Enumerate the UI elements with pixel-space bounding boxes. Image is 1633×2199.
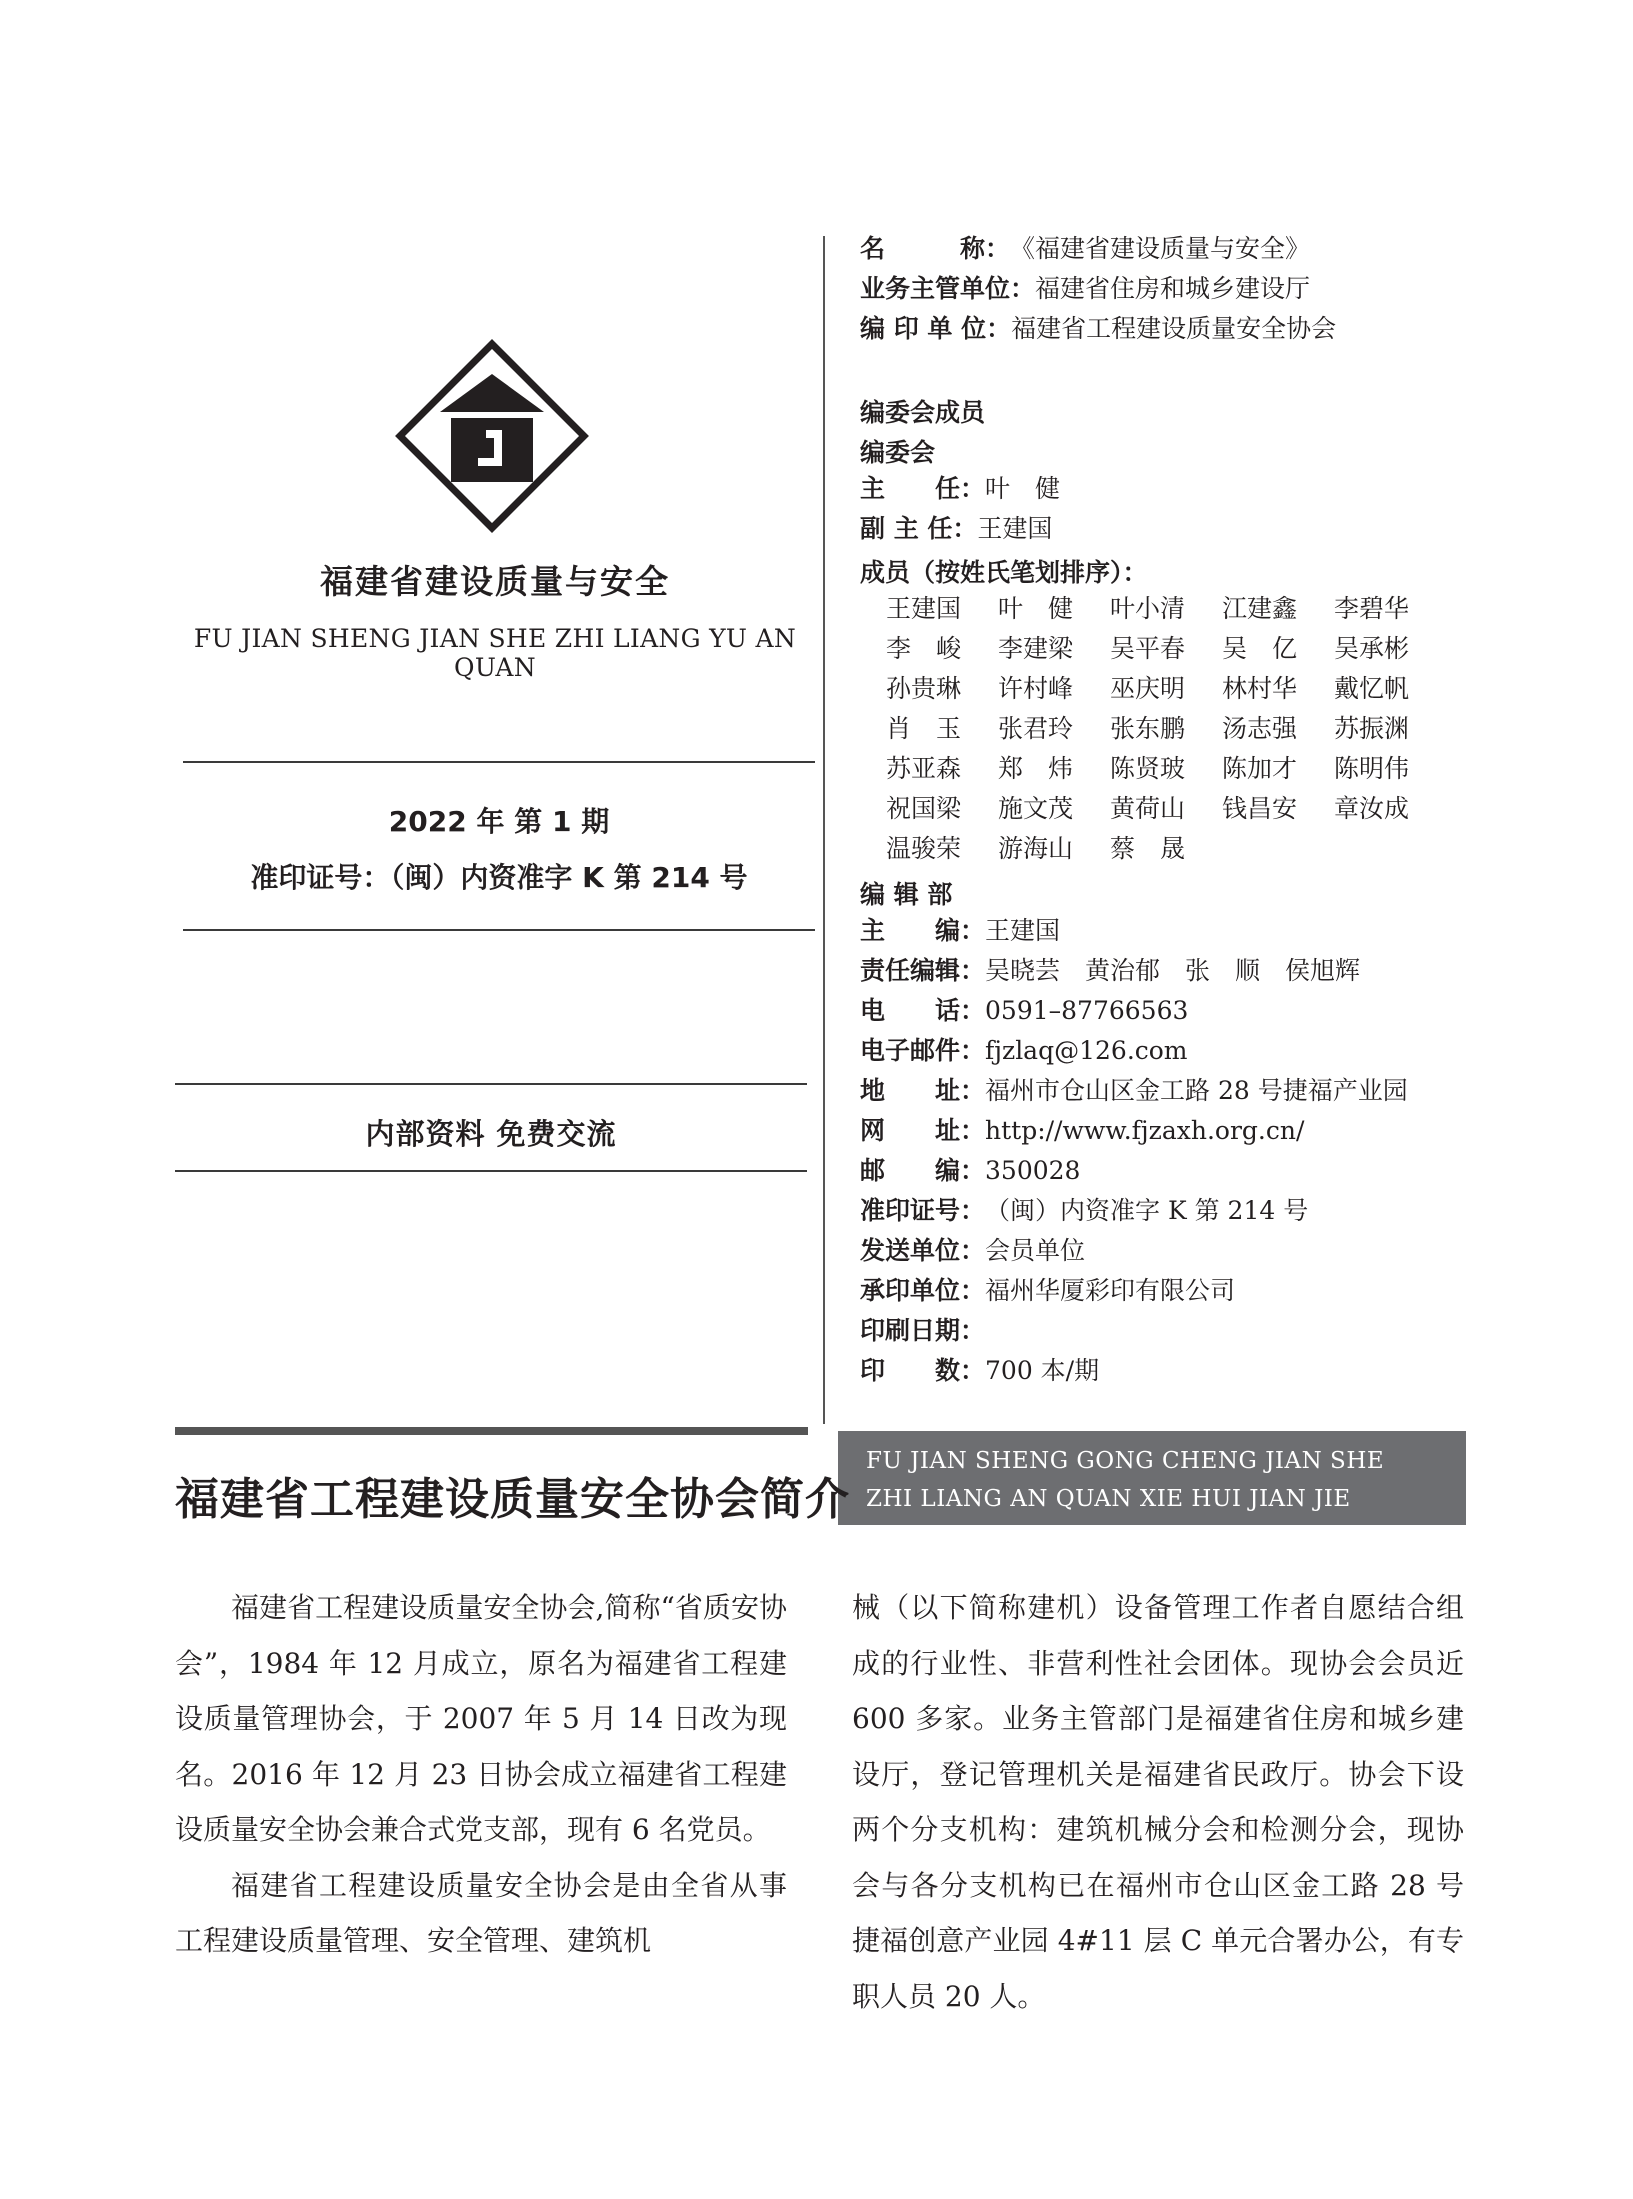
section-pinyin-line: FU JIAN SHENG GONG CHENG JIAN SHE — [866, 1448, 1385, 1474]
info-value[interactable]: http://www.fjzaxh.org.cn/ — [985, 1116, 1305, 1145]
divider — [175, 1083, 807, 1085]
info-label: 编 印 单 位： — [860, 314, 1012, 343]
members-heading: 成员（按姓氏笔划排序）： — [860, 558, 1148, 587]
board-heading: 编委会 — [860, 438, 936, 467]
member-name: 林村华 — [1222, 674, 1298, 703]
info-supervisor-row — [860, 269, 1310, 309]
divider — [183, 761, 815, 763]
member-name: 祝国梁 — [886, 794, 962, 823]
info-label: 电子邮件： — [860, 1036, 986, 1065]
association-logo — [394, 338, 590, 534]
info-label: 副 主 任： — [860, 514, 978, 543]
info-value: 0591–87766563 — [985, 996, 1189, 1025]
info-label: 印刷日期： — [860, 1316, 986, 1345]
info-email-row — [860, 1031, 1188, 1071]
info-permit-row — [860, 1191, 1308, 1231]
member-name: 章汝成 — [1334, 794, 1410, 823]
info-responsible-editors-row — [860, 951, 1360, 991]
info-value: 吴晓芸 黄治郁 张 顺 侯旭辉 — [985, 956, 1361, 985]
info-print-unit-row — [860, 1271, 1235, 1311]
info-printer-unit-row — [860, 309, 1336, 349]
member-name: 施文茂 — [998, 794, 1074, 823]
info-chief-editor-row — [860, 911, 1060, 951]
body-column-left — [175, 1580, 787, 1969]
member-name: 吴承彬 — [1334, 634, 1410, 663]
body-paragraph: 福建省工程建设质量安全协会是由全省从事工程建设质量管理、安全管理、建筑机 — [175, 1868, 787, 1957]
info-value: 福州华厦彩印有限公司 — [985, 1276, 1236, 1305]
members-row — [886, 829, 1446, 869]
member-name: 吴 亿 — [1222, 634, 1298, 663]
info-label: 主 编： — [860, 916, 986, 945]
member-name: 汤志强 — [1222, 714, 1298, 743]
info-label: 准印证号： — [860, 1196, 986, 1225]
info-value: 福建省工程建设质量安全协会 — [1011, 314, 1337, 343]
body-paragraph: 福建省工程建设质量安全协会,简称“省质安协会”，1984 年 12 月成立，原名为福建省工程建设质量管理协会，于 2007 年 5 月 14 日改为现名。2016 年 12 月 23 日协会成立福建省工程建设质量安全协会兼合式党支部，现有 6 名党员。 — [175, 1591, 787, 1846]
info-director-row — [860, 469, 1060, 509]
info-postcode-row — [860, 1151, 1080, 1191]
divider — [183, 929, 815, 931]
board-members-heading: 编委会成员 — [860, 398, 986, 427]
member-name: 叶 健 — [998, 594, 1074, 623]
section-rule — [175, 1427, 808, 1435]
magazine-title: 福建省建设质量与安全 — [320, 562, 670, 601]
column-divider — [823, 236, 825, 1424]
info-value: 福建省住房和城乡建设厅 — [1035, 274, 1311, 303]
info-value: 王建国 — [985, 916, 1061, 945]
member-name: 苏振渊 — [1334, 714, 1410, 743]
member-name: 钱昌安 — [1222, 794, 1298, 823]
member-name: 许村峰 — [998, 674, 1074, 703]
body-paragraph: 械（以下简称建机）设备管理工作者自愿结合组成的行业性、非营利性社会团体。现协会会员近 600 多家。业务主管部门是福建省住房和城乡建设厅，登记管理机关是福建省民政厅。协会下设两个分支机构：建筑机械分会和检测分会，现协会与各分支机构已在福州市仓山区金工路 28 号捷福创意产业园 4#11 层 C 单元合署办公，有专职人员 20 人。 — [852, 1591, 1464, 2013]
info-address-row — [860, 1071, 1408, 1111]
info-value: 350028 — [985, 1156, 1081, 1185]
member-name: 李 峻 — [886, 634, 962, 663]
members-row — [886, 709, 1446, 749]
info-name-row — [860, 229, 1310, 269]
member-name: 吴平春 — [1110, 634, 1186, 663]
info-label: 电 话： — [860, 996, 986, 1025]
info-print-date-row — [860, 1311, 985, 1351]
info-value: 《福建省建设质量与安全》 — [1010, 234, 1311, 263]
info-website-row — [860, 1111, 1304, 1151]
member-name: 温骏荣 — [886, 834, 962, 863]
section-pinyin-title — [866, 1442, 1384, 1518]
magazine-pinyin-title: FU JIAN SHENG JIAN SHE ZHI LIANG YU AN QUAN — [193, 624, 797, 682]
members-row — [886, 789, 1446, 829]
member-name: 戴忆帆 — [1334, 674, 1410, 703]
member-name: 李建梁 — [998, 634, 1074, 663]
info-value: 700 本/期 — [985, 1356, 1100, 1385]
members-row — [886, 669, 1446, 709]
info-value: 福州市仓山区金工路 28 号捷福产业园 — [985, 1076, 1408, 1105]
member-name: 苏亚森 — [886, 754, 962, 783]
info-label: 业务主管单位： — [860, 274, 1036, 303]
info-label: 邮 编： — [860, 1156, 986, 1185]
info-phone-row — [860, 991, 1188, 1031]
info-label: 承印单位： — [860, 1276, 986, 1305]
house-diamond-logo-icon — [394, 338, 590, 534]
info-vice-director-row — [860, 509, 1052, 549]
member-name: 肖 玉 — [886, 714, 962, 743]
member-name: 陈明伟 — [1334, 754, 1410, 783]
members-row — [886, 749, 1446, 789]
body-column-right — [852, 1580, 1464, 2024]
info-value: 王建国 — [977, 514, 1053, 543]
members-row — [886, 589, 1446, 629]
member-name: 叶小清 — [1110, 594, 1186, 623]
member-name: 陈加才 — [1222, 754, 1298, 783]
info-label: 地 址： — [860, 1076, 986, 1105]
member-name: 黄荷山 — [1110, 794, 1186, 823]
member-name: 游海山 — [998, 834, 1074, 863]
info-label: 网 址： — [860, 1116, 986, 1145]
section-pinyin-line: ZHI LIANG AN QUAN XIE HUI JIAN JIE — [866, 1486, 1351, 1512]
info-label: 印 数： — [860, 1356, 986, 1385]
info-value: 叶 健 — [985, 474, 1061, 503]
info-value: （闽）内资准字 K 第 214 号 — [985, 1196, 1309, 1225]
member-name: 江建鑫 — [1222, 594, 1298, 623]
member-name: 李碧华 — [1334, 594, 1410, 623]
member-name: 孙贵琳 — [886, 674, 962, 703]
member-name: 巫庆明 — [1110, 674, 1186, 703]
member-name: 王建国 — [886, 594, 962, 623]
issue-number: 2022 年 第 1 期 — [388, 805, 610, 838]
section-title: 福建省工程建设质量安全协会简介 — [175, 1474, 850, 1525]
internal-material-notice: 内部资料 免费交流 — [365, 1117, 617, 1151]
info-send-unit-row — [860, 1231, 1085, 1271]
info-value[interactable]: fjzlaq@126.com — [985, 1036, 1188, 1065]
info-label: 名 称： — [860, 234, 1011, 263]
member-name: 陈贤玻 — [1110, 754, 1186, 783]
member-name: 张君玲 — [998, 714, 1074, 743]
member-name: 张东鹏 — [1110, 714, 1186, 743]
info-value: 会员单位 — [985, 1236, 1086, 1265]
print-permit: 准印证号：（闽）内资准字 K 第 214 号 — [250, 861, 748, 894]
info-label: 发送单位： — [860, 1236, 986, 1265]
editorial-heading: 编 辑 部 — [860, 880, 953, 909]
info-label: 责任编辑： — [860, 956, 986, 985]
member-name: 蔡 晟 — [1110, 834, 1186, 863]
members-list — [886, 589, 1446, 869]
info-copies-row — [860, 1351, 1099, 1391]
member-name: 郑 炜 — [998, 754, 1074, 783]
divider — [175, 1170, 807, 1172]
info-label: 主 任： — [860, 474, 986, 503]
members-row — [886, 629, 1446, 669]
